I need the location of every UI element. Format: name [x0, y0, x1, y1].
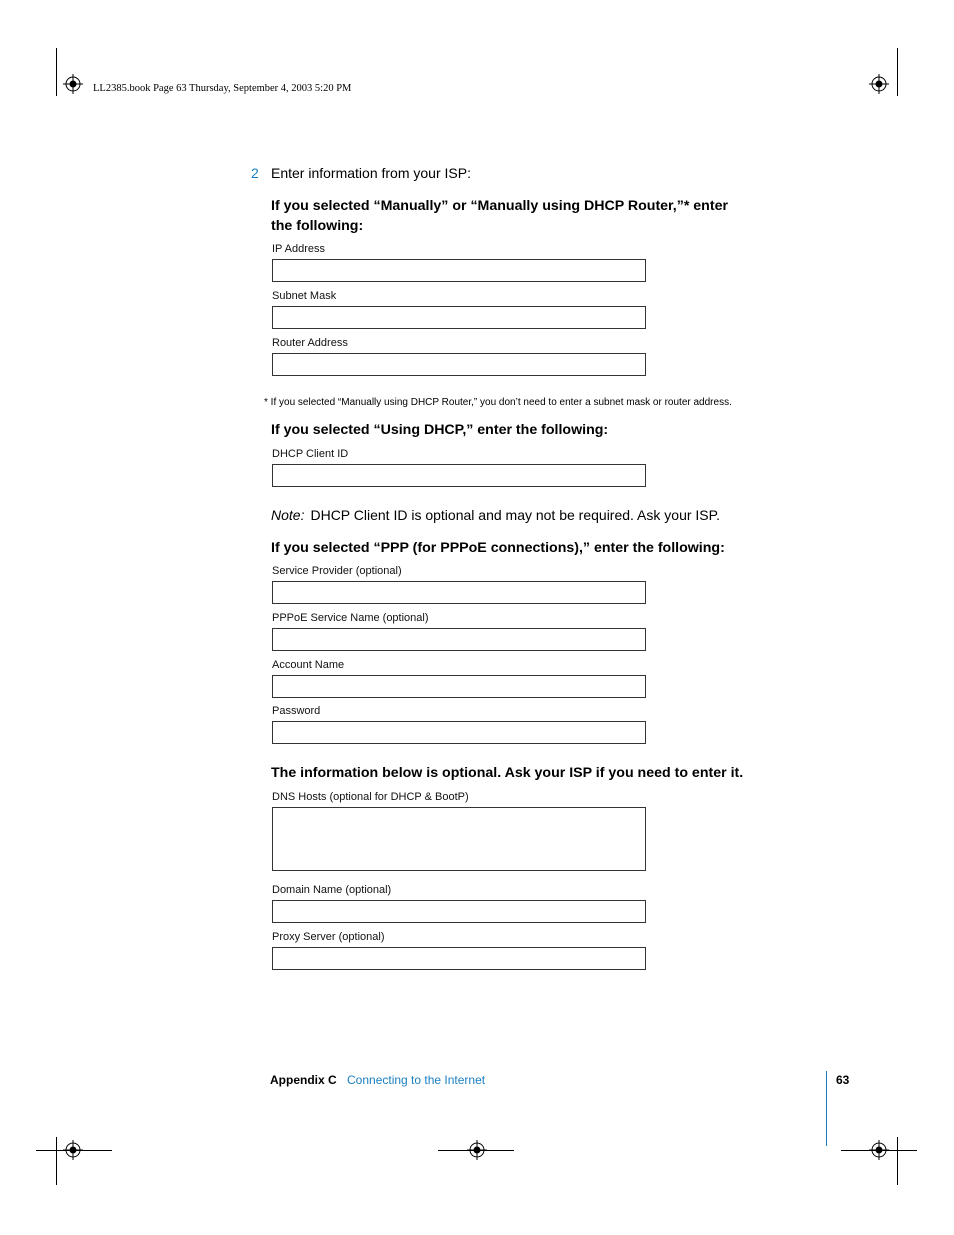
domain-name-field[interactable] — [272, 900, 646, 923]
note-text: DHCP Client ID is optional and may not be required. Ask your ISP. — [310, 507, 721, 523]
crop-mark — [897, 48, 898, 96]
crop-mark — [56, 1137, 57, 1185]
proxy-server-field[interactable] — [272, 947, 646, 970]
footer-divider — [826, 1071, 827, 1146]
dns-hosts-label: DNS Hosts (optional for DHCP & BootP) — [272, 791, 469, 803]
account-name-field[interactable] — [272, 675, 646, 698]
password-label: Password — [272, 705, 321, 717]
step-text: Enter information from your ISP: — [271, 165, 471, 181]
dhcp-section-heading: If you selected “Using DHCP,” enter the following: — [271, 422, 609, 438]
pppoe-service-name-field[interactable] — [272, 628, 646, 651]
manual-section-heading: If you selected “Manually” or “Manually using DHCP Router,”* enter the following: — [271, 198, 728, 234]
step-number: 2 — [251, 165, 259, 181]
footer-appendix: Appendix C — [270, 1073, 337, 1087]
service-provider-field[interactable] — [272, 581, 646, 604]
dhcp-client-id-label: DHCP Client ID — [272, 448, 349, 460]
print-header: LL2385.book Page 63 Thursday, September 4, 2003 5:20 PM — [93, 83, 352, 94]
note-label: Note: — [271, 507, 305, 523]
ip-address-field[interactable] — [272, 259, 646, 282]
note — [271, 507, 720, 523]
service-provider-label: Service Provider (optional) — [272, 565, 402, 577]
page-number: 63 — [836, 1073, 850, 1087]
dns-hosts-field[interactable] — [272, 807, 646, 871]
account-name-label: Account Name — [272, 659, 345, 671]
dhcp-client-id-field[interactable] — [272, 464, 646, 487]
footer-chapter-title: Connecting to the Internet — [347, 1073, 486, 1087]
optional-section-heading: The information below is optional. Ask your ISP if you need to enter it. — [271, 765, 744, 781]
subnet-mask-field[interactable] — [272, 306, 646, 329]
footnote: * If you selected “Manually using DHCP Router,” you don’t need to enter a subnet mask or router address. — [264, 397, 732, 408]
proxy-server-label: Proxy Server (optional) — [272, 931, 385, 943]
subnet-mask-label: Subnet Mask — [272, 290, 337, 302]
registration-mark-icon — [63, 1140, 83, 1160]
router-address-label: Router Address — [272, 337, 348, 349]
registration-mark-icon — [869, 1140, 889, 1160]
crop-mark — [897, 1137, 898, 1185]
domain-name-label: Domain Name (optional) — [272, 884, 392, 896]
ppp-section-heading: If you selected “PPP (for PPPoE connections),” enter the following: — [271, 540, 725, 556]
password-field[interactable] — [272, 721, 646, 744]
ip-address-label: IP Address — [272, 243, 325, 255]
router-address-field[interactable] — [272, 353, 646, 376]
registration-mark-icon — [869, 74, 889, 94]
registration-mark-icon — [63, 74, 83, 94]
registration-mark-icon — [467, 1140, 487, 1160]
pppoe-service-name-label: PPPoE Service Name (optional) — [272, 612, 429, 624]
crop-mark — [56, 48, 57, 96]
